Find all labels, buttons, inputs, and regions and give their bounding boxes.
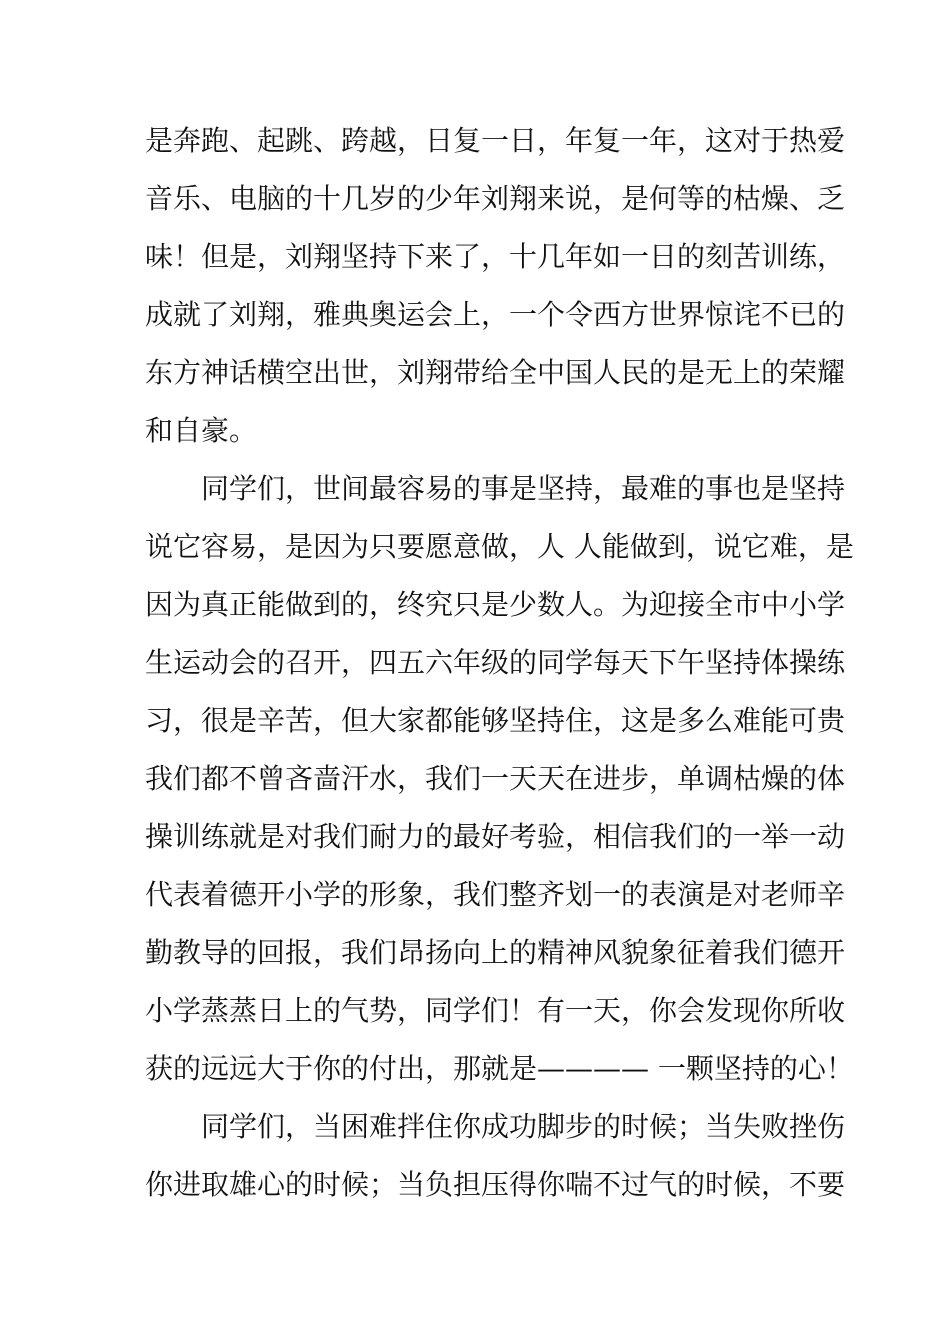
text-line: 味！但是，刘翔坚持下来了，十几年如一日的刻苦训练，: [145, 240, 846, 273]
paragraph-3: [145, 1106, 846, 1222]
text-line: 说它容易，是因为只要愿意做，人 人能做到，说它难，是: [145, 530, 854, 563]
text-line: 是奔跑、起跳、跨越，日复一日，年复一年，这对于热爱: [145, 124, 846, 157]
paragraph-2: [145, 468, 854, 1106]
text-line: 东方神话横空出世，刘翔带给全中国人民的是无上的荣耀: [145, 356, 846, 389]
text-line: 和自豪。: [145, 414, 258, 447]
text-line: 习，很是辛苦，但大家都能够坚持住，这是多么难能可贵: [145, 704, 846, 737]
text-line: 你进取雄心的时候；当负担压得你喘不过气的时候，不要: [145, 1168, 846, 1201]
text-line: 音乐、电脑的十几岁的少年刘翔来说，是何等的枯燥、乏: [145, 182, 846, 215]
text-line: 小学蒸蒸日上的气势，同学们！有一天，你会发现你所收: [145, 994, 846, 1027]
text-line: 同学们，世间最容易的事是坚持，最难的事也是坚持: [145, 472, 846, 505]
text-line: 同学们，当困难拌住你成功脚步的时候；当失败挫伤: [145, 1110, 846, 1143]
text-line: 我们都不曾吝啬汗水，我们一天天在进步，单调枯燥的体: [145, 762, 846, 795]
text-line: 操训练就是对我们耐力的最好考验，相信我们的一举一动: [145, 820, 846, 853]
text-line: 成就了刘翔，雅典奥运会上，一个令西方世界惊诧不已的: [145, 298, 846, 331]
text-line: 因为真正能做到的，终究只是少数人。为迎接全市中小学: [145, 588, 846, 621]
text-line: 生运动会的召开，四五六年级的同学每天下午坚持体操练: [145, 646, 846, 679]
text-line: 勤教导的回报，我们昂扬向上的精神风貌象征着我们德开: [145, 936, 846, 969]
paragraph-1: [145, 120, 846, 468]
text-line: 代表着德开小学的形象，我们整齐划一的表演是对老师辛: [145, 878, 846, 911]
text-line: 获的远远大于你的付出，那就是———— 一颗坚持的心！: [145, 1052, 854, 1085]
document-body: [145, 120, 854, 1222]
